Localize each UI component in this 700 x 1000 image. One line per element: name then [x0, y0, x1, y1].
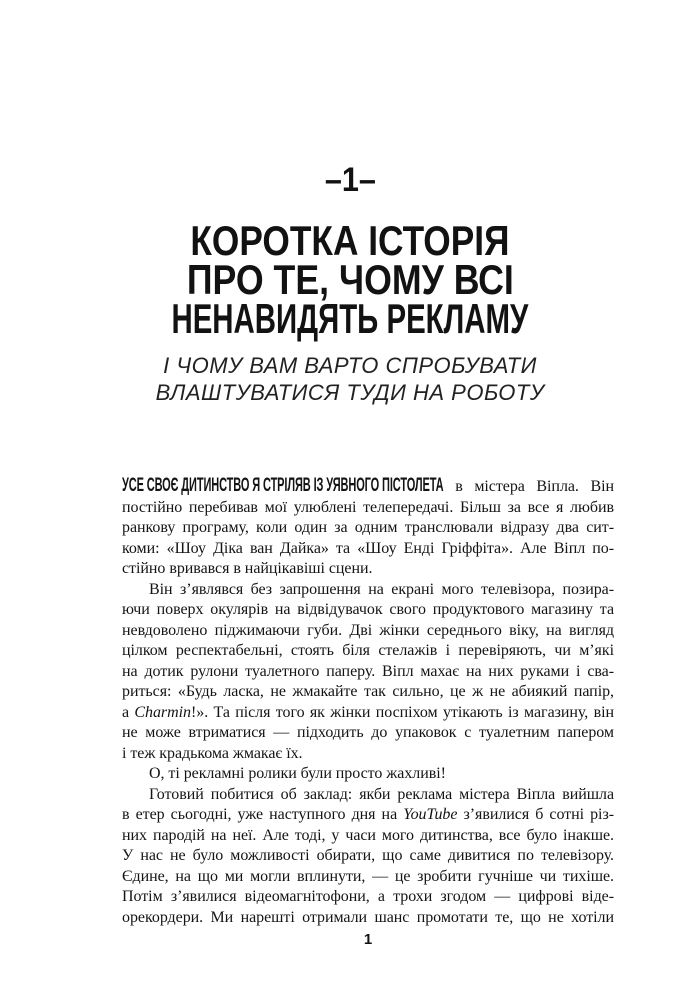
body-text-segment: стійно вривався в найцікавіші сцени. [122, 560, 373, 577]
body-line [122, 826, 614, 847]
body-text-segment: не може втриматися — підходить до упаковок с туалетним папером [122, 724, 614, 741]
chapter-subtitle [0, 352, 700, 406]
italic-term: YouTube [403, 806, 458, 823]
body-line [122, 580, 614, 601]
chapter-title-line: ПРО ТЕ, ЧОМУ ВСІ [186, 256, 514, 303]
body-text-segment: риться: «Будь ласка, не жмакайте так сильно, це ж не абиякий папір, [122, 683, 614, 700]
chapter-subtitle-line: ВЛАШТУВАТИСЯ ТУДИ НА РОБОТУ [155, 380, 545, 405]
body-text-segment: в містера Віпла. Він [443, 478, 614, 495]
body-line [122, 867, 614, 888]
body-line [122, 539, 614, 560]
body-line [122, 764, 614, 785]
body-line [122, 662, 614, 683]
body-line [122, 559, 614, 580]
body-line [122, 744, 614, 765]
body-text-segment: У нас не було можливості обирати, що саме дивитися по телевізору. [122, 847, 614, 864]
chapter-number-text: –1– [324, 161, 376, 199]
body-text-segment: цілком респектабельні, стоять біля стелажів і перевіряють, чи м’які [122, 642, 614, 659]
body-text-segment: ранкову програму, коли один за одним транслювали відразу два сит- [122, 519, 614, 536]
body-text-segment: Він з’являвся без запрошення на екрані мого телевізора, позира- [149, 580, 614, 598]
body-text-segment: невдоволено піджимаючи губи. Дві жінки середнього віку, на вигляд [122, 621, 614, 639]
body-text-segment: в етер сьогодні, уже наступного дня на [122, 806, 404, 823]
body-text-segment: і теж крадькома жмакає їх. [122, 744, 303, 762]
body-line [122, 621, 614, 642]
body-text-segment: Потім з’явилися відеомагнітофони, а трохи згодом — цифрові віде- [122, 888, 614, 905]
body-line [122, 641, 614, 662]
chapter-title-line: НЕНАВИДЯТЬ РЕКЛАМУ [171, 295, 529, 342]
chapter-title [0, 217, 700, 342]
body-line [122, 723, 614, 744]
body-text-segment: !». Та після того як жінки поспіхом утікають із магазину, він [190, 703, 614, 721]
body-text-segment: постійно перебивав мої улюблені телепередачі. Більш за все я любив [122, 498, 614, 516]
chapter-title-line: КОРОТКА ІСТОРІЯ [190, 217, 510, 264]
body-text-segment: Готовий побитися об заклад: якби реклама містера Віпла вийшла [149, 785, 614, 803]
body-line [122, 518, 614, 539]
italic-term: Charmin [134, 703, 191, 721]
body-text-segment: ючи поверх окулярів на відвідувачок свого продуктового магазину та [122, 601, 614, 618]
body-text-segment: на дотик рулони туалетного паперу. Віпл махає на них руками і сва- [122, 662, 614, 680]
body-line [122, 600, 614, 621]
body-line [122, 703, 614, 724]
body-line [122, 805, 614, 826]
body-text-segment: них пародій на неї. Але тоді, у часи мого дитинства, все було інакше. [122, 826, 614, 844]
body-line [122, 498, 614, 519]
body-line [122, 785, 614, 806]
body-line [122, 908, 614, 929]
chapter-number [0, 163, 700, 197]
body-text-segment: Єдине, на що ми могли вплинути, — це зробити гучніше чи тихіше. [122, 867, 614, 885]
body-line [122, 682, 614, 703]
body-line [122, 476, 614, 498]
body-text-segment: з’явилися б сотні різ- [457, 806, 614, 823]
body-text-segment: а [122, 703, 135, 721]
chapter-subtitle-line: І ЧОМУ ВАМ ВАРТО СПРОБУВАТИ [163, 353, 537, 378]
body-line [122, 846, 614, 867]
body-text [122, 476, 614, 928]
body-line [122, 887, 614, 908]
lead-in-bold: УСЕ СВОЄ ДИТИНСТВО Я СТРІЛЯВ ІЗ УЯВНОГО ПІСТОЛЕТА [122, 475, 444, 496]
body-text-segment: О, ті рекламні ролики були просто жахливі! [149, 765, 446, 782]
page-number: 1 [363, 931, 373, 948]
body-text-segment: коми: «Шоу Діка ван Дайка» та «Шоу Енді Гріффіта». Але Віпл по- [122, 539, 614, 557]
body-text-segment: орекордери. Ми нарешті отримали шанс промотати те, що не хотіли [122, 908, 614, 926]
